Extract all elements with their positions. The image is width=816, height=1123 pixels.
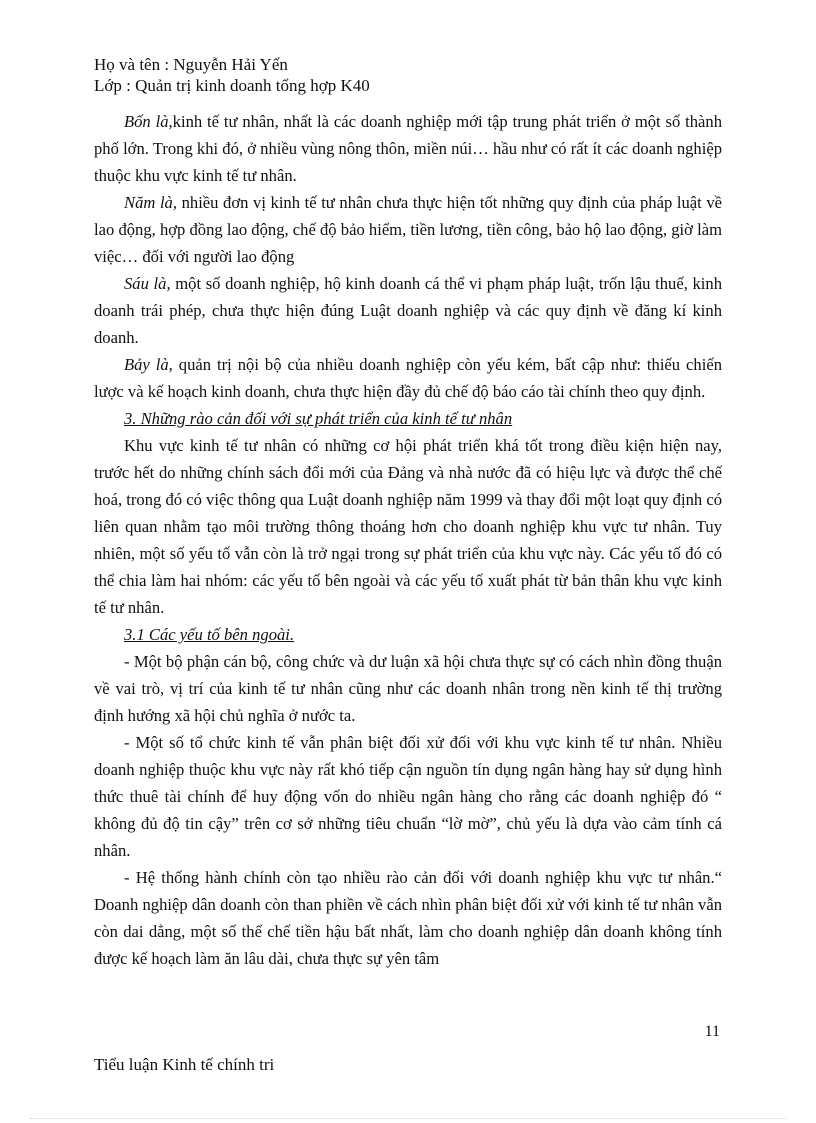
paragraph-nam-la xyxy=(94,189,722,270)
class-line: Lớp : Quản trị kinh doanh tổng hợp K40 xyxy=(94,76,370,95)
paragraph-lead: Năm là, xyxy=(124,193,177,212)
bullet-paragraph: - Một số tổ chức kinh tế vẫn phân biệt đối xử đối với khu vực kinh tế tư nhân. Nhiều doanh nghiệp thuộc khu vực này rất khó tiếp cận nguồn tín dụng ngân hàng hay sử dụng hình thức thuê tài chính để huy động vốn do nhiều ngân hàng cho rằng các doanh nghiệp đó “ không đủ độ tin cậy” trên cơ sở những tiêu chuẩn “lờ mờ”, chủ yếu là dựa vào cảm tính cá nhân. xyxy=(94,733,722,860)
section-heading-3 xyxy=(94,405,722,432)
paragraph-text: quản trị nội bộ của nhiều doanh nghiệp còn yếu kém, bất cập như: thiếu chiến lược và kế hoạch kinh doanh, chưa thực hiện đầy đủ chế độ báo cáo tài chính theo quy định. xyxy=(94,355,722,401)
bullet-paragraph: - Hệ thống hành chính còn tạo nhiều rào cản đối với doanh nghiệp khu vực tư nhân.“ Doanh nghiệp dân doanh còn than phiền về cách nhìn phân biệt đối xử với kinh tế tư nhân vẫn còn dai dẳng, một số thể chế tiền hậu bất nhất, làm cho doanh nghiệp dân doanh không tính được kế hoạch làm ăn lâu dài, chưa thực sự yên tâm xyxy=(94,868,722,968)
paragraph-text: kinh tế tư nhân, nhất là các doanh nghiệp mới tập trung phát triển ở một số thành phố lớn. Trong khi đó, ở nhiều vùng nông thôn, miền núi… hầu như có rất ít các doanh nghiệp thuộc khu vực kinh tế tư nhân. xyxy=(94,112,722,185)
paragraph-sau-la xyxy=(94,270,722,351)
page-bottom-divider xyxy=(30,1118,786,1119)
page-number: 11 xyxy=(704,1023,720,1040)
paragraph-lead: Bảy là, xyxy=(124,355,173,374)
author-name-line: Họ và tên : Nguyễn Hải Yến xyxy=(94,55,288,74)
section-heading-3-1 xyxy=(94,621,722,648)
document-body xyxy=(94,108,722,972)
bullet-paragraph: - Một bộ phận cán bộ, công chức và dư luận xã hội chưa thực sự có cách nhìn đồng thuận về vai trò, vị trí của kinh tế tư nhân cũng như các doanh nhân trong nền kinh tế thị trường định hướng xã hội chủ nghĩa ở nước ta. xyxy=(94,652,722,725)
section-heading-3-text: 3. Những rào cản đối với sự phát triển của kinh tế tư nhân xyxy=(124,409,513,428)
footer-text: Tiểu luận Kinh tế chính tri xyxy=(94,1055,275,1074)
paragraph-bay-la xyxy=(94,351,722,405)
section-3-paragraph: Khu vực kinh tế tư nhân có những cơ hội phát triển khá tốt trong điều kiện hiện nay, trước hết do những chính sách đổi mới của Đảng và nhà nước đã có hiệu lực và được thể chế hoá, trong đó có việc thông qua Luật doanh nghiệp năm 1999 và thay đổi một loạt quy định có liên quan nhằm tạo môi trường thông thoáng hơn cho doanh nghiệp khu vực tư nhân. Tuy nhiên, một số yếu tố vẫn còn là trở ngại trong sự phát triển của khu vực này. Các yếu tố đó có thể chia làm hai nhóm: các yếu tố bên ngoài và các yếu tố xuất phát từ bản thân khu vực kinh tế tư nhân. xyxy=(94,436,722,617)
paragraph-text: nhiều đơn vị kinh tế tư nhân chưa thực hiện tốt những quy định của pháp luật về lao động, hợp đồng lao động, chế độ bảo hiểm, tiền lương, tiền công, bảo hộ lao động, giờ làm việc… đối với người lao động xyxy=(94,193,722,266)
paragraph-text: một số doanh nghiệp, hộ kinh doanh cá thể vi phạm pháp luật, trốn lậu thuế, kinh doanh trái phép, chưa thực hiện đúng Luật doanh nghiệp và các quy định về đăng kí kinh doanh. xyxy=(94,274,722,347)
paragraph-lead: Bốn là, xyxy=(124,112,173,131)
section-heading-3-1-text: 3.1 Các yếu tố bên ngoài. xyxy=(124,625,295,644)
paragraph-lead: Sáu là, xyxy=(124,274,171,293)
document-header xyxy=(94,54,370,96)
paragraph-bon-la xyxy=(94,108,722,189)
